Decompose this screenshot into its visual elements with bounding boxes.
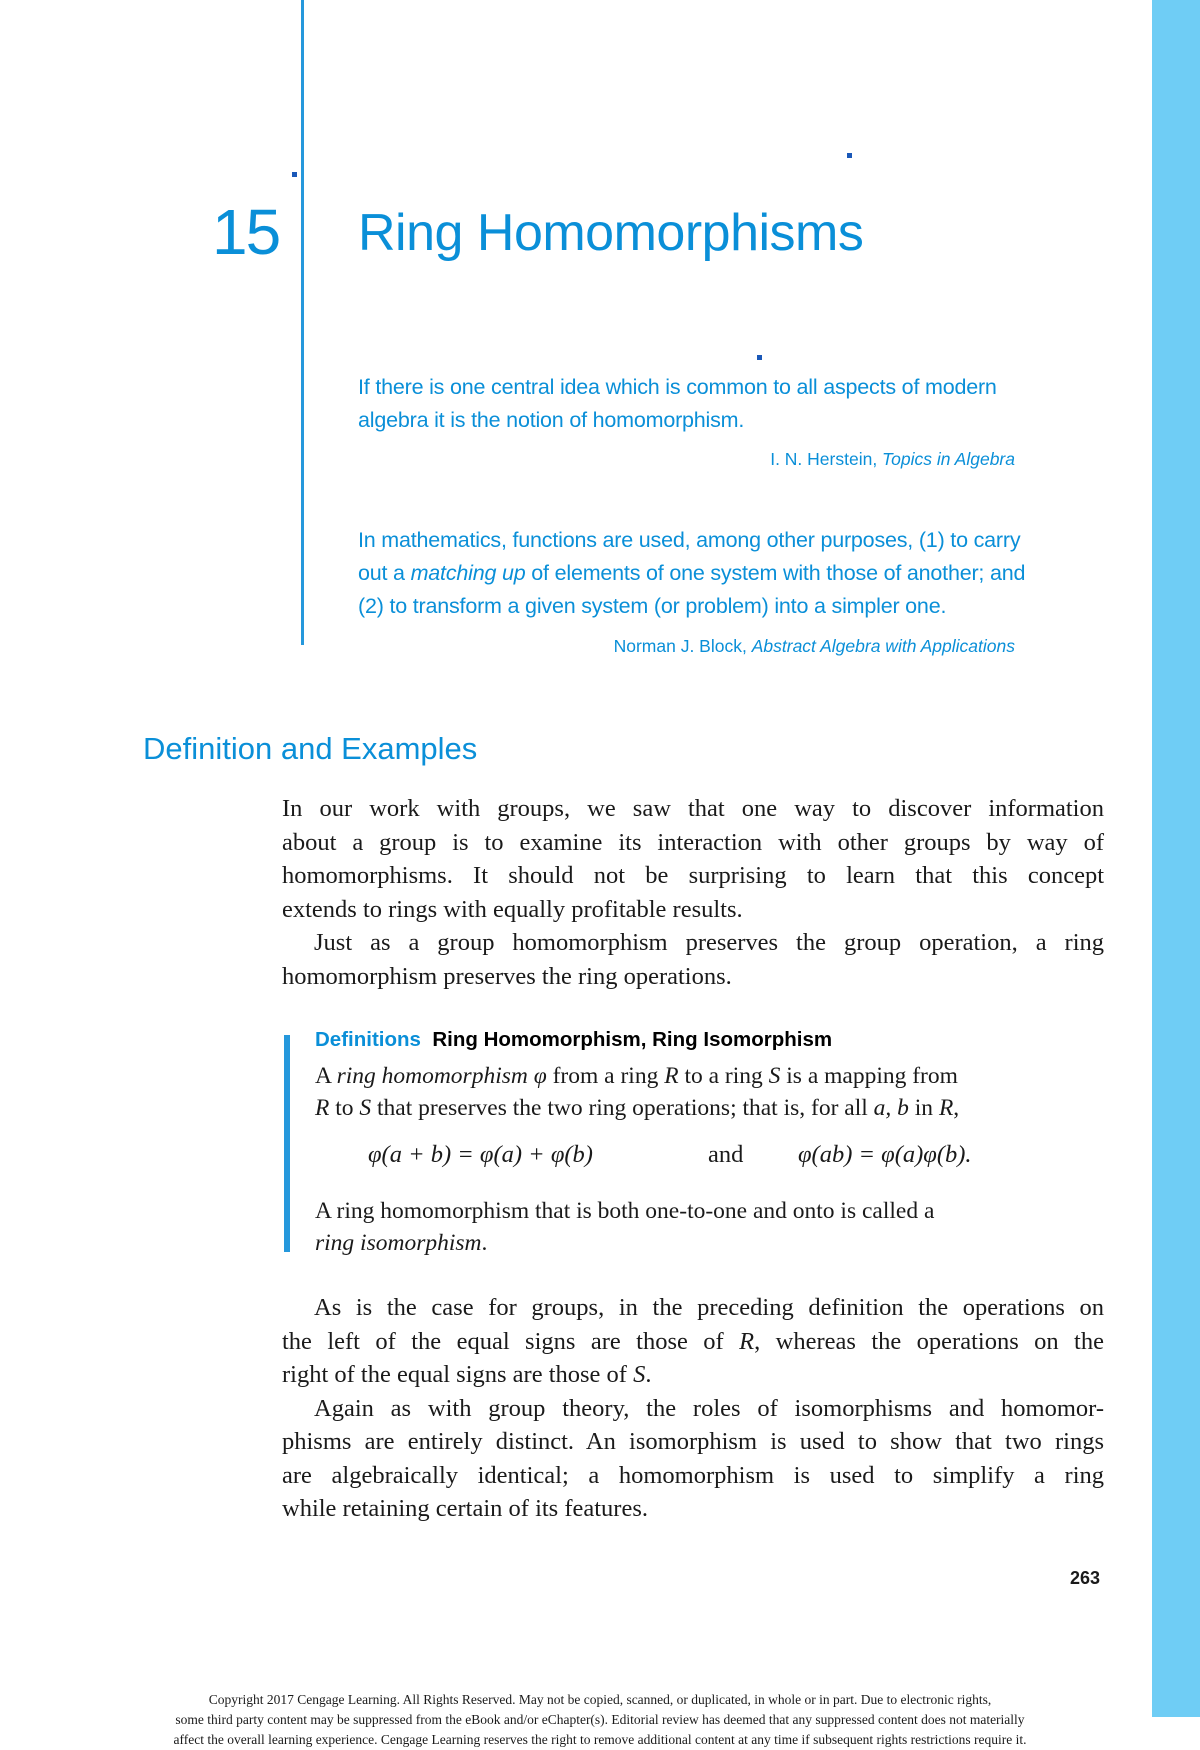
decorative-dot — [757, 355, 762, 360]
text-line: Just as a group homomorphism preserves the group operation, a ring — [314, 929, 1104, 956]
copyright-line: some third party content may be suppressed from the eBook and/or eChapter(s). Editorial review has deemed that any suppressed content does not materially — [175, 1712, 1025, 1727]
epigraph-line: algebra it is the notion of homomorphism. — [358, 408, 745, 432]
chapter-vertical-rule — [301, 0, 304, 645]
page-number: 263 — [1070, 1568, 1101, 1588]
epigraph-line: (2) to transform a given system (or problem) into a simpler one. — [358, 594, 947, 618]
emphasis: matching up — [410, 561, 526, 585]
definition-title: Ring Homomorphism, Ring Isomorphism — [432, 1028, 833, 1051]
chapter-title: Ring Homomorphisms — [358, 204, 864, 262]
side-color-band — [1152, 0, 1200, 1717]
epigraph-attribution — [358, 636, 1015, 657]
epigraph-quote — [358, 524, 1108, 623]
copyright-line: Copyright 2017 Cengage Learning. All Rights Reserved. May not be copied, scanned, or duplicated, in whole or in part. Due to electronic rights, — [208, 1692, 992, 1707]
epigraph-line: In mathematics, functions are used, among other purposes, (1) to carry — [358, 528, 1021, 552]
text-line: Again as with group theory, the roles of isomorphisms and homomor- — [314, 1394, 1104, 1422]
definition-label: Definitions — [315, 1028, 421, 1051]
equation-left: φ(a + b) = φ(a) + φ(b) — [368, 1141, 593, 1168]
body-paragraph — [282, 1291, 1104, 1526]
definition-equation — [368, 1143, 1128, 1168]
text-line: As is the case for groups, in the preceding definition the operations on — [314, 1294, 1104, 1321]
definition-closing — [315, 1195, 1075, 1259]
copyright-notice — [90, 1690, 1110, 1750]
text-line: right of the equal signs are those of S. — [282, 1361, 652, 1388]
epigraph-author: I. N. Herstein, — [770, 449, 883, 469]
text-line: about a group is to examine its interaction with other groups by way of — [282, 828, 1104, 856]
equation-connector: and — [708, 1141, 744, 1168]
decorative-dot — [292, 172, 297, 177]
text-line: In our work with groups, we saw that one way to discover information — [282, 795, 1104, 822]
definition-line: ring isomorphism. — [315, 1230, 488, 1256]
epigraph-author: Norman J. Block, — [613, 636, 752, 656]
copyright-line: affect the overall learning experience. Cengage Learning reserves the right to remove additional content at any time if subsequent rights restrictions require it. — [173, 1732, 1027, 1747]
section-heading: Definition and Examples — [143, 731, 478, 766]
text-line: are algebraically identical; a homomorphism is used to simplify a ring — [282, 1461, 1104, 1489]
definition-line: A ring homomorphism that is both one-to-one and onto is called a — [315, 1198, 935, 1224]
body-paragraph — [282, 792, 1104, 993]
text-line: homomorphism preserves the ring operations. — [282, 962, 732, 990]
epigraph-work: Topics in Algebra — [882, 449, 1015, 469]
definition-body — [315, 1060, 1075, 1124]
text-line: while retaining certain of its features. — [282, 1495, 648, 1522]
epigraph-quote — [358, 371, 1108, 437]
text-line: extends to rings with equally profitable results. — [282, 895, 743, 923]
text-line: phisms are entirely distinct. An isomorphism is used to show that two rings — [282, 1428, 1104, 1455]
epigraph-attribution — [358, 449, 1015, 470]
epigraph-line: out a matching up of elements of one system with those of another; and — [358, 561, 1026, 585]
chapter-number: 15 — [212, 196, 280, 268]
equation-right: φ(ab) = φ(a)φ(b). — [798, 1141, 972, 1168]
decorative-dot — [847, 153, 852, 158]
definition-line: A ring homomorphism φ from a ring R to a ring S is a mapping from — [315, 1063, 958, 1089]
definition-line: R to S that preserves the two ring operations; that is, for all a, b in R, — [315, 1095, 960, 1121]
definition-accent-bar — [284, 1035, 290, 1252]
definition-heading — [315, 1030, 832, 1051]
text-line: homomorphisms. It should not be surprising to learn that this concept — [282, 862, 1104, 889]
text-line: the left of the equal signs are those of R, whereas the operations on the — [282, 1327, 1104, 1355]
epigraph-line: If there is one central idea which is common to all aspects of modern — [358, 375, 997, 399]
epigraph-work: Abstract Algebra with Applications — [751, 636, 1015, 656]
